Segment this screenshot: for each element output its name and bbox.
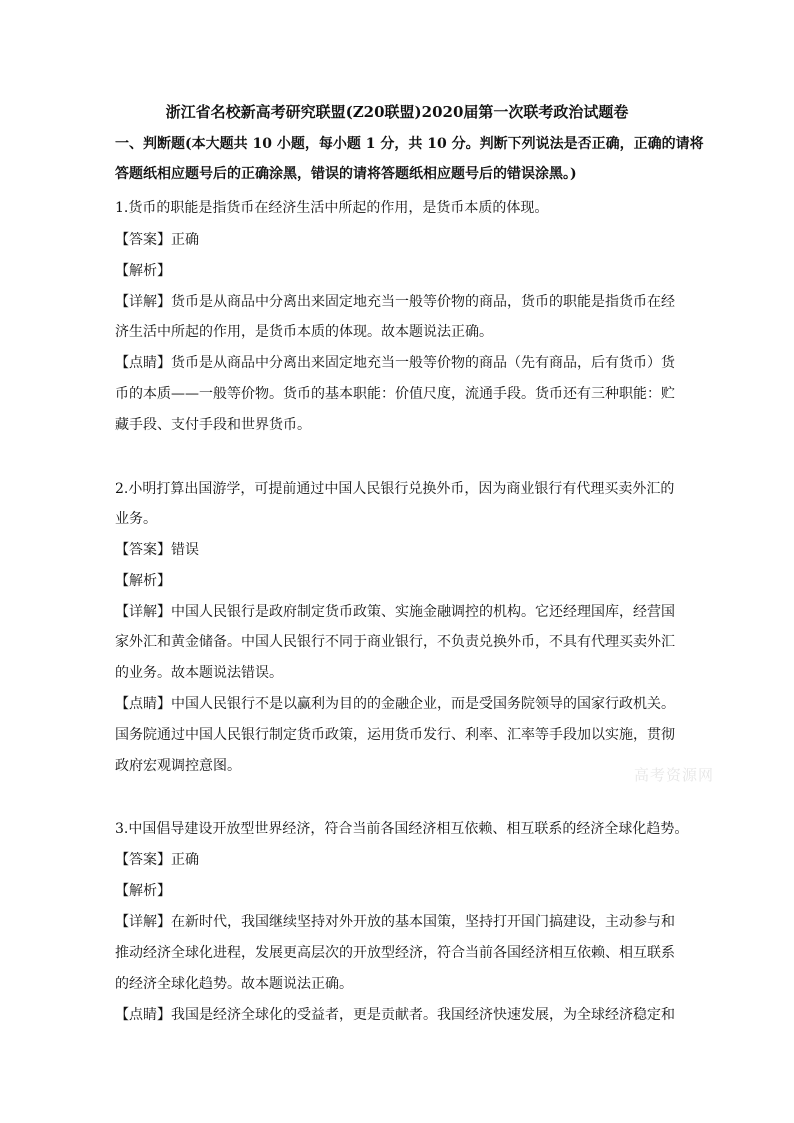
q1-detail-text-1: 货币是从商品中分离出来固定地充当一般等价物的商品，货币的职能是指货币在经 bbox=[171, 294, 675, 310]
detail-label: 【详解】 bbox=[115, 914, 171, 930]
q2-stem-line-1: 2.小明打算出国游学，可提前通过中国人民银行兑换外币，因为商业银行有代理买卖外汇的 bbox=[115, 481, 675, 497]
detail-label: 【详解】 bbox=[115, 604, 171, 620]
q3-comment-text-1: 我国是经济全球化的受益者，更是贡献者。我国经济快速发展，为全球经济稳定和 bbox=[171, 1007, 675, 1023]
q3-answer-value: 正确 bbox=[171, 852, 199, 868]
q3-detail-text-1: 在新时代，我国继续坚持对外开放的基本国策，坚持打开国门搞建设，主动参与和 bbox=[171, 914, 675, 930]
q2-detail-text-1: 中国人民银行是政府制定货币政策、实施金融调控的机构。它还经理国库，经营国 bbox=[171, 604, 675, 620]
q3-detail-line-2: 推动经济全球化进程，发展更高层次的开放型经济，符合当前各国经济相互依赖、相互联系 bbox=[115, 945, 675, 961]
answer-label: 【答案】 bbox=[115, 232, 171, 248]
q2-stem-line-2: 业务。 bbox=[115, 511, 157, 527]
q2-detail-line-2: 家外汇和黄金储备。中国人民银行不同于商业银行，不负责兑换外币，不具有代理买卖外汇 bbox=[115, 634, 675, 650]
answer-label: 【答案】 bbox=[115, 542, 171, 558]
q1-answer bbox=[115, 230, 685, 250]
q2-detail-line-1 bbox=[115, 602, 685, 622]
q2-comment-text-1: 中国人民银行不是以赢利为目的的金融企业，而是受国务院领导的国家行政机关。 bbox=[171, 696, 675, 712]
page-title: 浙江省名校新高考研究联盟(Z20联盟)2020届第一次联考政治试题卷 bbox=[165, 103, 629, 121]
comment-label: 【点睛】 bbox=[115, 696, 171, 712]
q3-analysis-label: 【解析】 bbox=[115, 883, 171, 899]
q3-detail-line-3: 的经济全球化趋势。故本题说法正确。 bbox=[115, 976, 353, 992]
q1-comment-line-2: 币的本质——一般等价物。货币的基本职能：价值尺度，流通手段。货币还有三种职能：贮 bbox=[115, 386, 675, 402]
q3-answer bbox=[115, 850, 685, 870]
q2-detail-line-3: 的业务。故本题说法错误。 bbox=[115, 665, 283, 681]
q3-comment-line-1 bbox=[115, 1005, 685, 1025]
answer-label: 【答案】 bbox=[115, 852, 171, 868]
detail-label: 【详解】 bbox=[115, 294, 171, 310]
q2-comment-line-1 bbox=[115, 694, 685, 714]
q2-analysis-label: 【解析】 bbox=[115, 573, 171, 589]
q2-answer bbox=[115, 540, 685, 560]
q1-comment-line-1 bbox=[115, 353, 685, 373]
q2-comment-line-3: 政府宏观调控意图。 bbox=[115, 758, 241, 774]
q3-detail-line-1 bbox=[115, 912, 685, 932]
q3-stem: 3.中国倡导建设开放型世界经济，符合当前各国经济相互依赖、相互联系的经济全球化趋势。 bbox=[115, 821, 689, 837]
q1-comment-text-1: 货币是从商品中分离出来固定地充当一般等价物的商品（先有商品，后有货币）货 bbox=[171, 355, 675, 371]
q1-answer-value: 正确 bbox=[171, 232, 199, 248]
q1-detail-line-1 bbox=[115, 292, 685, 312]
q2-answer-value: 错误 bbox=[171, 542, 199, 558]
comment-label: 【点睛】 bbox=[115, 1007, 171, 1023]
q1-stem: 1.货币的职能是指货币在经济生活中所起的作用，是货币本质的体现。 bbox=[115, 200, 549, 216]
q2-comment-line-2: 国务院通过中国人民银行制定货币政策，运用货币发行、利率、汇率等手段加以实施，贯彻 bbox=[115, 727, 675, 743]
comment-label: 【点睛】 bbox=[115, 355, 171, 371]
q1-analysis-label: 【解析】 bbox=[115, 263, 171, 279]
watermark: 高考资源网 bbox=[634, 766, 715, 784]
q1-detail-line-2: 济生活中所起的作用，是货币本质的体现。故本题说法正确。 bbox=[115, 324, 493, 340]
section-instruction-line-1: 一、判断题(本大题共 10 小题，每小题 1 分，共 10 分。判断下列说法是否正确，正确的请将 bbox=[115, 136, 704, 152]
q1-comment-line-3: 藏手段、支付手段和世界货币。 bbox=[115, 417, 311, 433]
section-instruction-line-2: 答题纸相应题号后的正确涂黑，错误的请将答题纸相应题号后的错误涂黑。) bbox=[115, 166, 577, 182]
